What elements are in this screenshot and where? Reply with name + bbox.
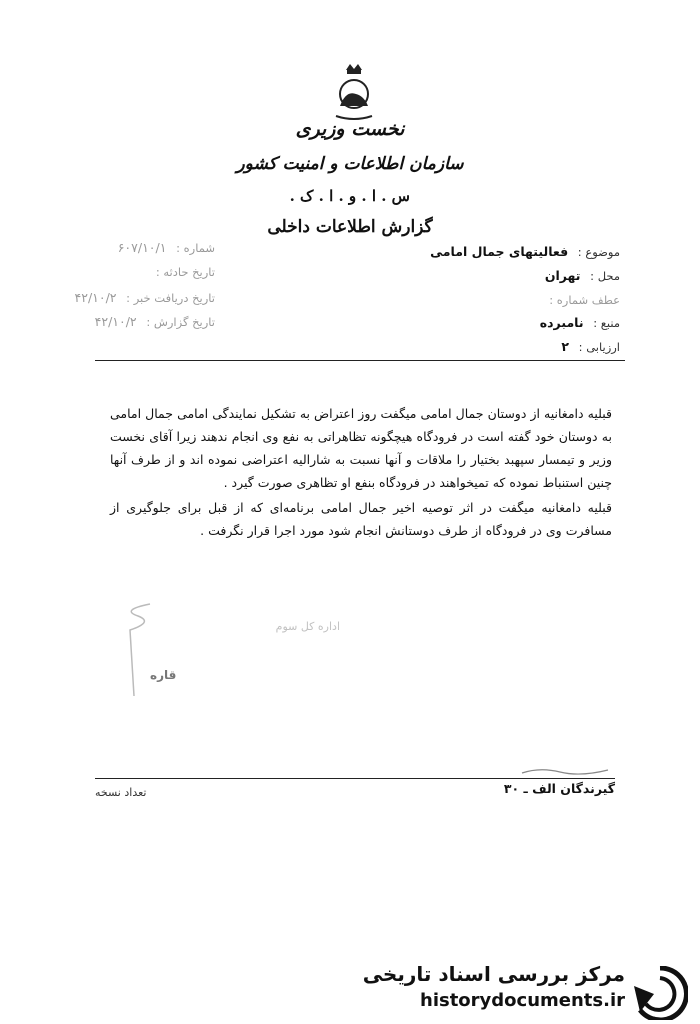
- receive-date-field: [50, 290, 215, 305]
- watermark-title: مرکز بررسی اسناد تاریخی: [362, 962, 625, 986]
- classification-label: گیرندگان الف ـ ۳۰: [503, 781, 615, 796]
- report-body: [110, 402, 612, 544]
- source-label: منبع :: [593, 316, 620, 330]
- report-date-field: [50, 314, 215, 329]
- report-date-value: ۴۲/۱۰/۲: [94, 314, 137, 329]
- body-paragraph-1: قبلیه دامغانیه از دوستان جمال امامی میگفت روز اعتراض به تشکیل نمایندگی امامی جمال امامی به دوستان خود گفته است در فرودگاه هیچگونه تظاهراتی به نفع وی انجام ندهند زیرا آقای نخست وزیر و تیمسار سپهبد بختیار را ملاقات و آنها نسبت به شارالیه اعتراضی نموده اند و از طرف آنها چنین استنباط نموده که تمیخواهند در فرودگاه بنفع او تظاهری صورت گیرد .: [110, 406, 612, 490]
- faded-initial: قاره: [150, 668, 177, 682]
- faded-stamp: اداره کل سوم: [275, 620, 340, 633]
- place-field: [545, 268, 620, 283]
- watermark-url: historydocuments.ir: [420, 990, 625, 1011]
- archive-logo-icon: [632, 966, 688, 1020]
- number-value: ۶۰۷/۱۰/۱: [117, 240, 167, 255]
- number-field: [50, 240, 215, 255]
- agency-title: نخست وزیری: [295, 118, 405, 140]
- header-divider: [95, 360, 625, 361]
- report-type: گزارش اطلاعات داخلی: [267, 217, 433, 237]
- number-label: شماره :: [176, 241, 215, 255]
- subject-value: فعالیتهای جمال امامی: [430, 244, 569, 259]
- organization-code: س . ا . و . ا . ک .: [289, 187, 410, 205]
- place-label: محل :: [590, 269, 620, 283]
- evaluation-field: [561, 339, 620, 354]
- incident-date-label: تاریخ حادثه :: [155, 265, 215, 279]
- source-value: نامبرده: [539, 315, 584, 330]
- organization-title: سازمان اطلاعات و امنیت کشور: [236, 154, 464, 174]
- subject-field: [430, 244, 620, 259]
- source-field: [540, 315, 620, 330]
- incident-date-field: [50, 264, 215, 279]
- receive-date-value: ۴۲/۱۰/۲: [74, 290, 117, 305]
- handwritten-mark-icon: [110, 600, 170, 700]
- body-paragraph-2: قبلیه دامغانیه میگفت در اثر توصیه اخیر جمال امامی برنامه‌ای که از قبل برای جلوگیری از مسافرت وی در فرودگاه از طرف دوستانش انجام شود مورد اجرا قرار نگرفت .: [110, 500, 612, 538]
- evaluation-value: ۲: [561, 339, 570, 354]
- evaluation-label: ارزیابی :: [578, 340, 620, 354]
- receive-date-label: تاریخ دریافت خبر :: [126, 291, 215, 305]
- footer-divider: [95, 778, 615, 779]
- place-value: تهران: [544, 268, 581, 283]
- followup-label: عطف شماره :: [549, 293, 620, 307]
- subject-label: موضوع :: [577, 245, 620, 259]
- copies-label: تعداد نسخه: [95, 786, 147, 799]
- report-date-label: تاریخ گزارش :: [146, 315, 215, 329]
- followup-field: [543, 292, 620, 307]
- lion-and-sun-emblem-icon: [326, 60, 382, 124]
- scribble-mark-icon: [520, 765, 610, 777]
